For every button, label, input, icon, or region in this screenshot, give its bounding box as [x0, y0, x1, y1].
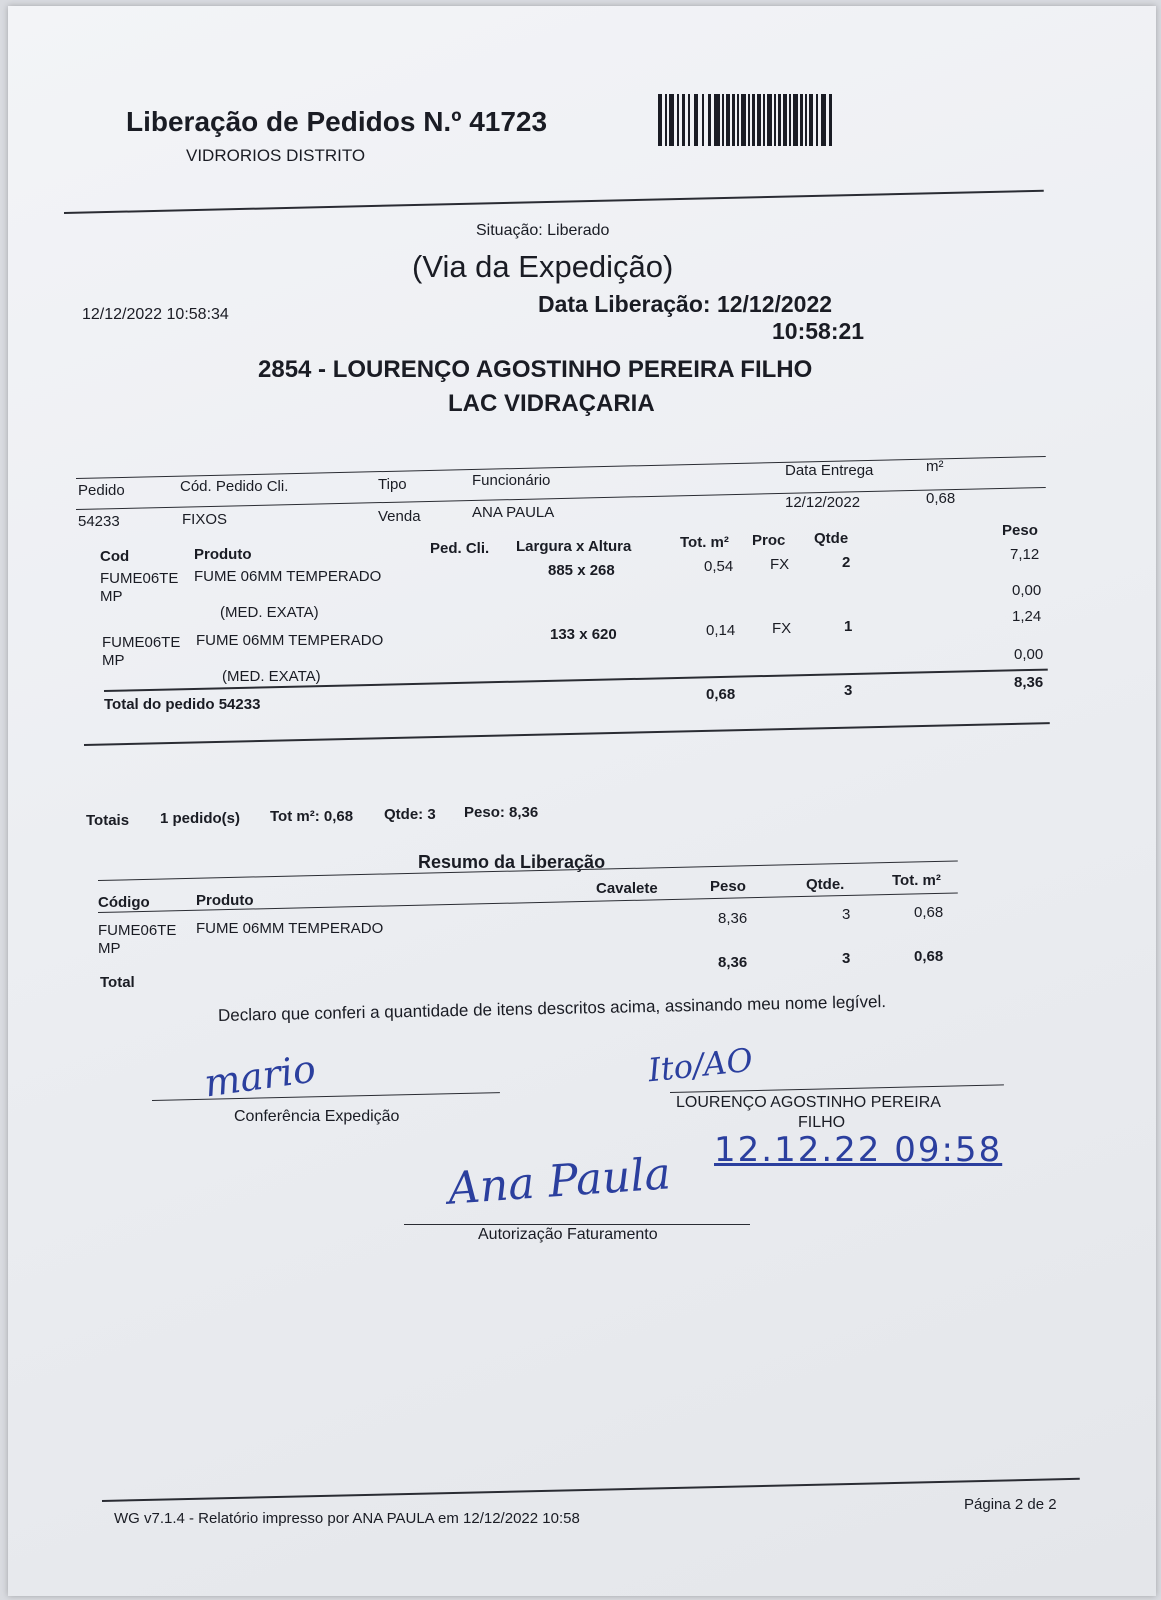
- item-2-cod-suffix: MP: [102, 652, 125, 669]
- footer-rule: [102, 1478, 1080, 1502]
- resumo-row-qtde: 3: [842, 906, 851, 923]
- resumo-total-qtde: 3: [842, 950, 851, 967]
- totais-pedidos: 1 pedido(s): [160, 810, 241, 827]
- col-produto: Produto: [194, 546, 252, 563]
- col-tot-m2: Tot. m²: [680, 534, 729, 551]
- resumo-total-peso: 8,36: [718, 954, 748, 971]
- col-largura-altura: Largura x Altura: [516, 538, 632, 555]
- item-2-qtde: 1: [844, 618, 853, 635]
- item-1-produto: FUME 06MM TEMPERADO: [194, 568, 382, 585]
- resumo-col-cavalete: Cavalete: [596, 880, 658, 897]
- autorizacao-signature: Ana Paula: [446, 1148, 673, 1215]
- item-2-tot-m2: 0,14: [706, 622, 736, 639]
- client-name: 2854 - LOURENÇO AGOSTINHO PEREIRA FILHO: [258, 356, 813, 383]
- label-funcionario: Funcionário: [472, 472, 551, 489]
- order-total-label: Total do pedido 54233: [104, 696, 261, 713]
- col-ped-cli: Ped. Cli.: [430, 540, 490, 557]
- value-pedido: 54233: [78, 513, 120, 530]
- item-2-cod: FUME06TE: [102, 634, 181, 651]
- situacao: Situação: Liberado: [476, 222, 610, 239]
- client-company: LAC VIDRAÇARIA: [448, 390, 655, 417]
- client-signature: Ito/AO: [646, 1040, 755, 1090]
- autorizacao-signature-line: [404, 1224, 750, 1225]
- company-name: VIDRORIOS DISTRITO: [186, 146, 366, 165]
- item-1-dims: 885 x 268: [548, 562, 615, 579]
- label-tipo: Tipo: [378, 476, 407, 493]
- barcode-icon: [658, 94, 836, 146]
- item-1-proc: FX: [770, 556, 790, 573]
- conferencia-signature: mario: [201, 1046, 319, 1106]
- item-1-qtde: 2: [842, 554, 851, 571]
- label-pedido: Pedido: [78, 482, 125, 499]
- footer-page: Página 2 de 2: [964, 1496, 1057, 1513]
- order-total-peso: 8,36: [1014, 674, 1044, 691]
- resumo-col-qtde: Qtde.: [806, 876, 845, 893]
- header-divider: [64, 190, 1044, 214]
- label-cod-pedido-cli: Cód. Pedido Cli.: [180, 478, 289, 495]
- resumo-title: Resumo da Liberação: [418, 852, 606, 872]
- order-header-top-rule: [76, 456, 1046, 479]
- conferencia-signature-line: [152, 1092, 500, 1101]
- client-signature-line: [670, 1084, 1004, 1093]
- resumo-total-tot-m2: 0,68: [914, 948, 944, 965]
- data-liberacao: Data Liberação: 12/12/2022: [538, 291, 833, 317]
- label-data-entrega: Data Entrega: [785, 462, 874, 479]
- data-liberacao-time: 10:58:21: [772, 318, 865, 344]
- conferencia-label: Conferência Expedição: [234, 1108, 400, 1125]
- item-2-produto: FUME 06MM TEMPERADO: [196, 632, 384, 649]
- declaration-text: Declaro que conferi a quantidade de itens descritos acima, assinando meu nome legível.: [217, 992, 887, 1025]
- resumo-row-codigo: FUME06TE: [98, 922, 177, 939]
- label-m2: m²: [926, 458, 944, 475]
- item-2-peso-extra: 0,00: [1014, 646, 1044, 663]
- item-2-peso: 1,24: [1012, 608, 1042, 625]
- item-2-proc: FX: [772, 620, 792, 637]
- order-end-rule: [84, 722, 1050, 746]
- resumo-col-peso: Peso: [710, 878, 746, 895]
- autorizacao-label: Autorização Faturamento: [478, 1226, 658, 1243]
- item-1-peso: 7,12: [1010, 546, 1040, 563]
- totais-peso: Peso: 8,36: [464, 804, 539, 821]
- item-1-cod: FUME06TE: [100, 570, 179, 587]
- resumo-row-peso: 8,36: [718, 910, 748, 927]
- item-1-cod-suffix: MP: [100, 588, 123, 605]
- item-1-peso-extra: 0,00: [1012, 582, 1042, 599]
- totais-tot-m2: Tot m²: 0,68: [270, 808, 354, 825]
- totais-label: Totais: [86, 812, 130, 829]
- resumo-col-codigo: Código: [98, 894, 150, 911]
- client-signature-name-2: FILHO: [798, 1114, 846, 1131]
- order-total-m2: 0,68: [706, 686, 736, 703]
- client-signature-name: LOURENÇO AGOSTINHO PEREIRA: [676, 1094, 941, 1111]
- order-total-qtde: 3: [844, 682, 853, 699]
- item-2-dims: 133 x 620: [550, 626, 617, 643]
- item-2-obs: (MED. EXATA): [222, 668, 321, 685]
- document-title: Liberação de Pedidos N.º 41723: [126, 106, 548, 137]
- resumo-row-tot-m2: 0,68: [914, 904, 944, 921]
- client-handwritten-date: 12.12.22 09:58: [714, 1130, 1003, 1170]
- col-qtde: Qtde: [814, 530, 849, 547]
- col-peso: Peso: [1002, 522, 1038, 539]
- footer-report: WG v7.1.4 - Relatório impresso por ANA PAULA em 12/12/2022 10:58: [114, 1510, 580, 1527]
- resumo-col-tot-m2: Tot. m²: [892, 872, 941, 889]
- value-data-entrega: 12/12/2022: [785, 494, 861, 511]
- col-proc: Proc: [752, 532, 786, 549]
- via-expedicao: (Via da Expedição): [412, 249, 674, 284]
- item-1-tot-m2: 0,54: [704, 558, 734, 575]
- value-tipo: Venda: [378, 508, 421, 525]
- item-1-obs: (MED. EXATA): [220, 604, 319, 621]
- resumo-row-produto: FUME 06MM TEMPERADO: [196, 920, 384, 937]
- value-cod-pedido-cli: FIXOS: [182, 511, 228, 528]
- document-page: [8, 6, 1156, 1596]
- resumo-total-label: Total: [100, 974, 135, 991]
- value-m2: 0,68: [926, 490, 956, 507]
- resumo-row-codigo-suffix: MP: [98, 940, 121, 957]
- value-funcionario: ANA PAULA: [472, 504, 555, 521]
- resumo-col-produto: Produto: [196, 892, 254, 909]
- totais-qtde: Qtde: 3: [384, 806, 436, 823]
- col-cod: Cod: [100, 548, 130, 565]
- print-datetime: 12/12/2022 10:58:34: [82, 306, 229, 323]
